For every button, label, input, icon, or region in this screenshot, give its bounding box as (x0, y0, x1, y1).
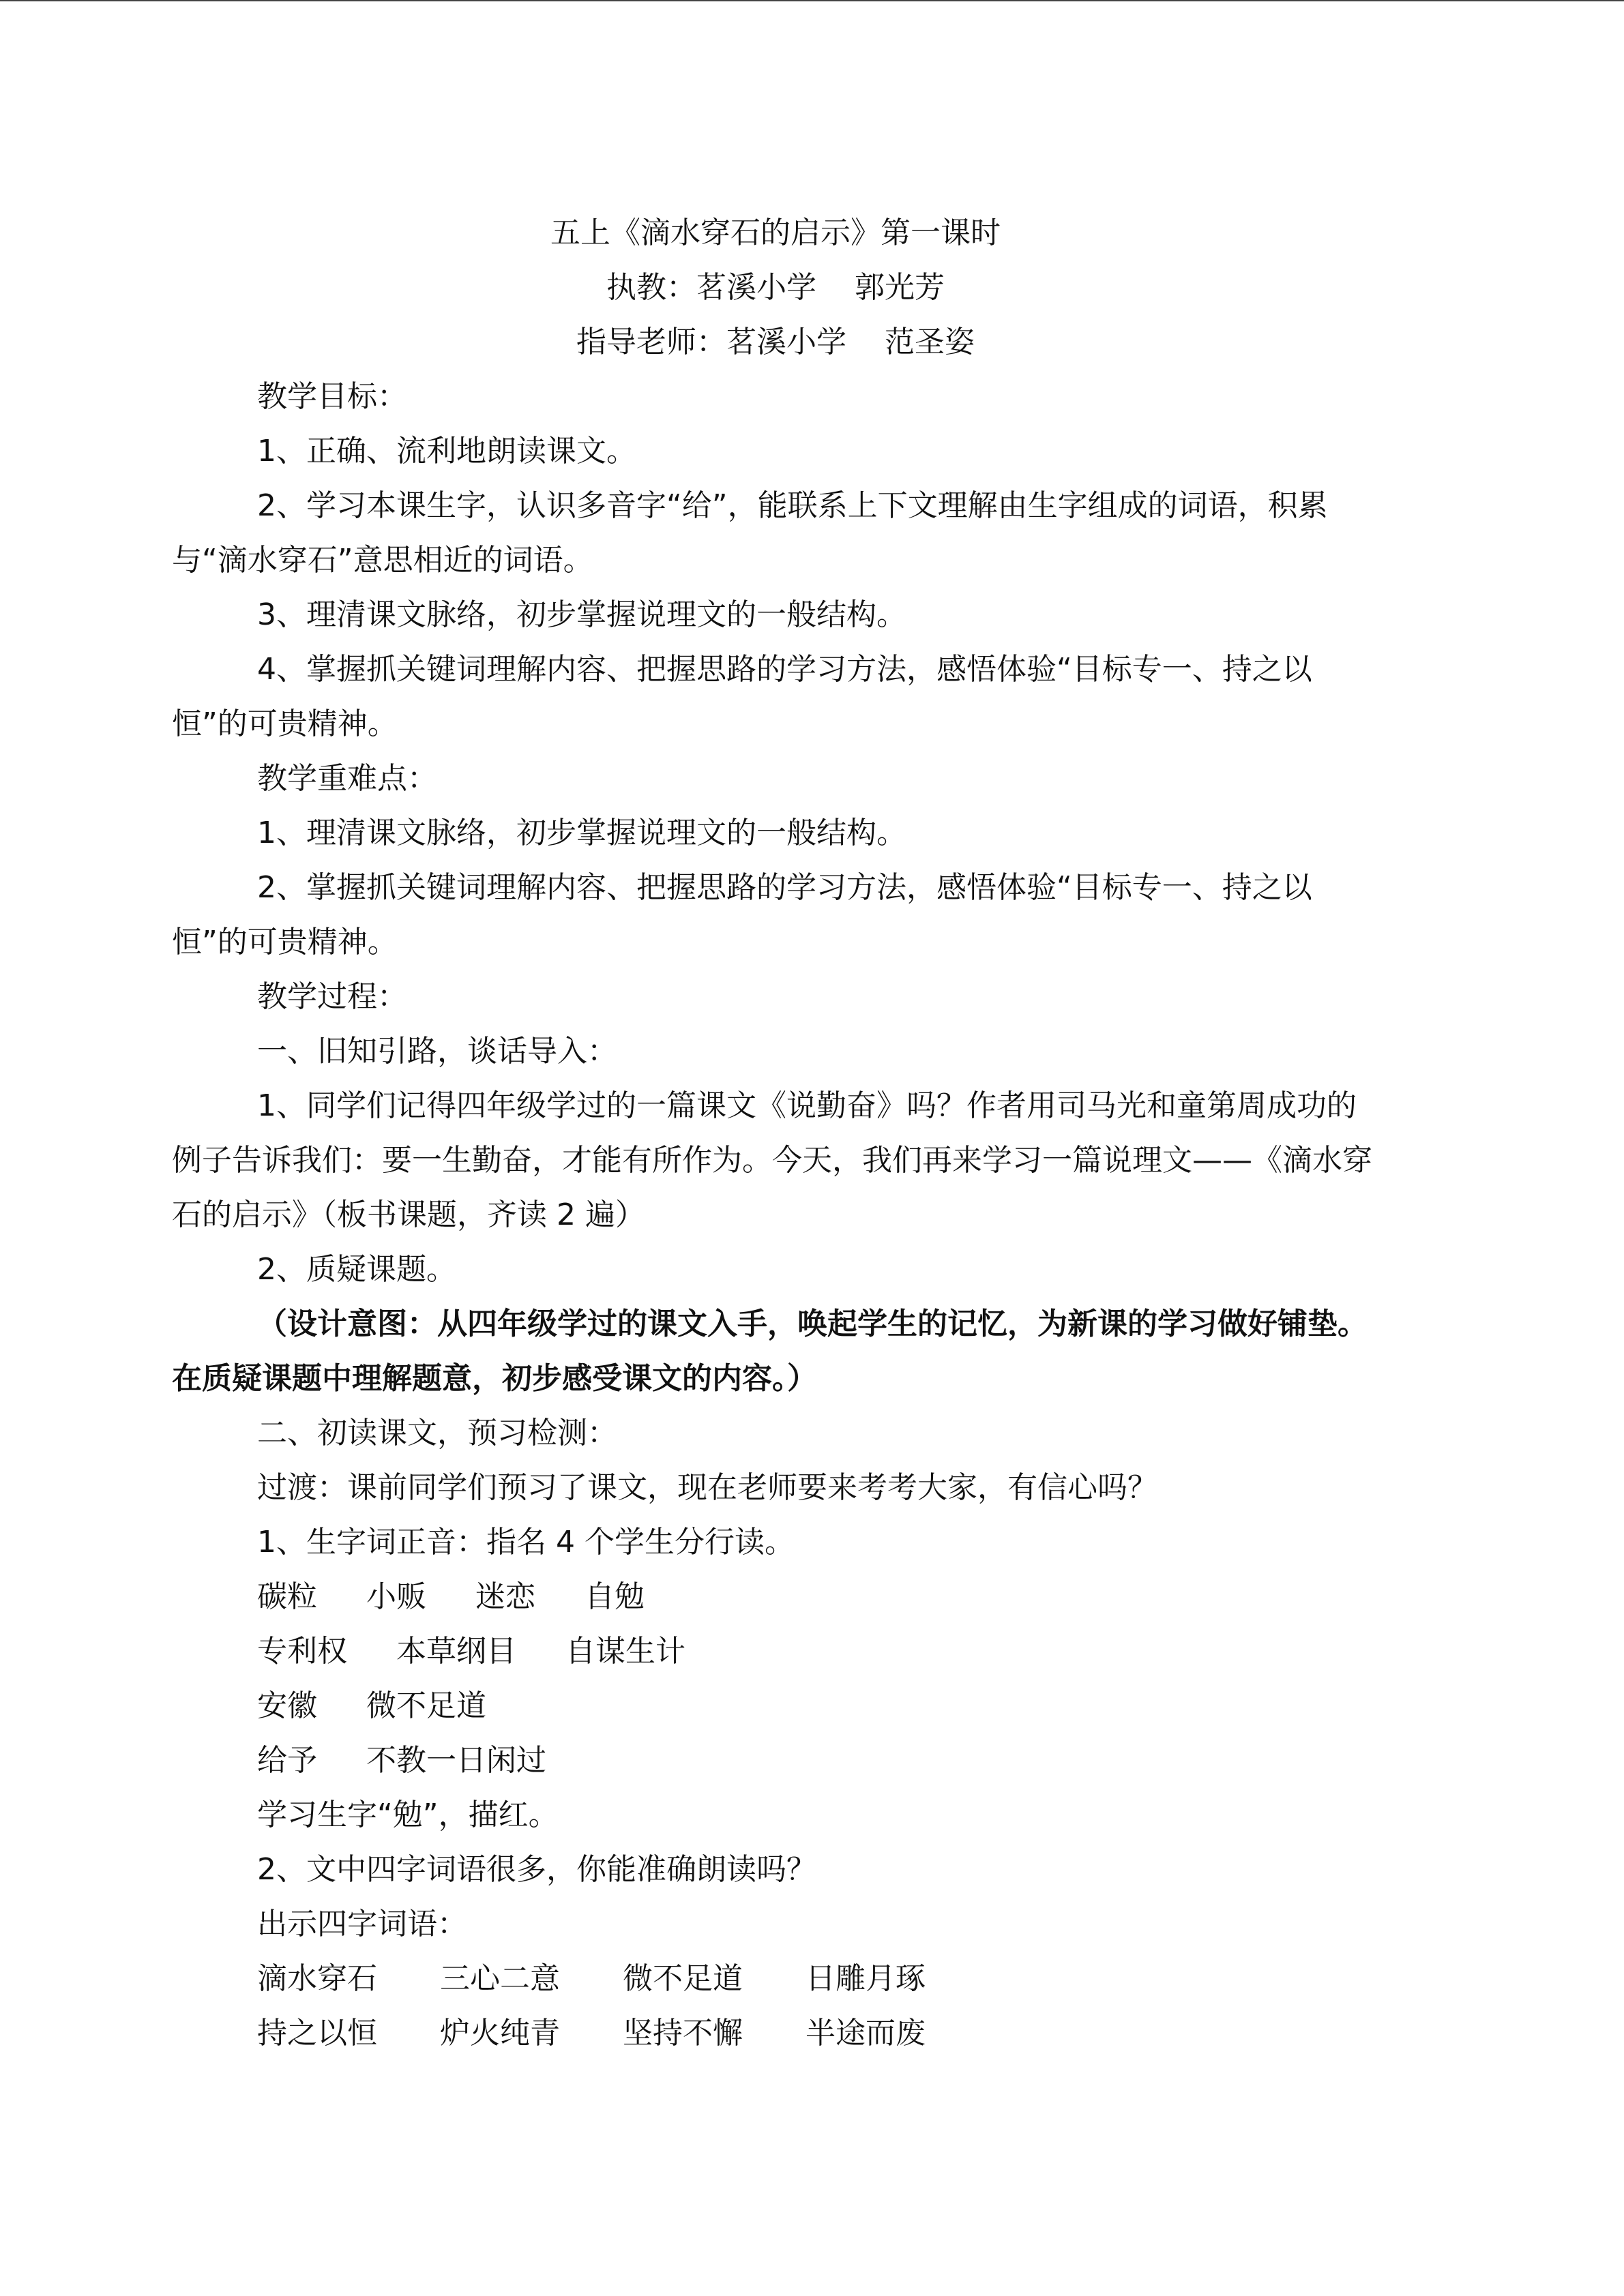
page-title: 五上《滴水穿石的启示》第一课时 (550, 215, 1001, 250)
word-row (172, 1733, 1379, 1788)
word-item: 小贩 (366, 1579, 426, 1614)
word-item: 微不足道 (366, 1688, 486, 1723)
section2-step-2: 2、文中四字词语很多，你能准确朗读吗？ (257, 1852, 816, 1887)
advisor-line: 指导老师：茗溪小学 范圣姿 (576, 325, 975, 359)
idiom-item: 三心二意 (440, 1961, 560, 1996)
word-row (172, 1624, 1379, 1679)
word-item: 本草纲目 (396, 1634, 516, 1669)
process-heading: 教学过程： (257, 979, 407, 1014)
word-row (172, 1679, 1379, 1733)
word-item: 迷恋 (475, 1579, 535, 1614)
goal-item-1: 1、正确、流利地朗读课文。 (257, 434, 636, 468)
section1-heading: 一、旧知引路，谈话导入： (257, 1034, 617, 1069)
word-item: 自谋生计 (565, 1634, 685, 1669)
section2-heading: 二、初读课文，预习检测： (257, 1416, 617, 1450)
teacher-line: 执教：茗溪小学 郭光芳 (606, 270, 945, 305)
section1-paragraph-1: 1、同学们记得四年级学过的一篇课文《说勤奋》吗？作者用司马光和童第周成功的例子告诉我们：要一生勤奋，才能有所作为。今天，我们再来学习一篇说理文——《滴水穿石的启示》（板书课题，齐读 2 遍） (172, 1088, 1372, 1232)
idiom-item: 炉火纯青 (440, 2016, 560, 2051)
word-item: 安徽 (257, 1688, 317, 1723)
idiom-item: 持之以恒 (257, 2016, 377, 2051)
idiom-item: 坚持不懈 (623, 2016, 743, 2051)
word-row (172, 1570, 1379, 1624)
word-item: 自勉 (585, 1579, 645, 1614)
design-intent-note: （设计意图：从四年级学过的课文入手，唤起学生的记忆，为新课的学习做好铺垫。在质疑课题中理解题意，初步感受课文的内容。） (172, 1307, 1368, 1396)
goal-item-2: 2、学习本课生字，认识多音字“给”，能联系上下文理解由生字组成的词语，积累与“滴水穿石”意思相近的词语。 (172, 488, 1328, 578)
key-point-2: 2、掌握抓关键词理解内容、把握思路的学习方法，感悟体验“目标专一、持之以恒”的可贵精神。 (172, 870, 1312, 959)
idiom-row (172, 1952, 1379, 2006)
document-body (172, 206, 1379, 2061)
section2-transition: 过渡：课前同学们预习了课文，现在老师要来考考大家，有信心吗？ (257, 1470, 1157, 1505)
key-point-1: 1、理清课文脉络，初步掌握说理文的一般结构。 (257, 816, 906, 850)
idioms-label: 出示四字词语： (257, 1907, 467, 1941)
word-item: 不教一日闲过 (366, 1743, 546, 1778)
idiom-item: 微不足道 (623, 1961, 743, 1996)
word-item: 给予 (257, 1743, 317, 1778)
key-points-heading: 教学重难点： (257, 761, 437, 796)
section1-paragraph-2: 2、质疑课题。 (257, 1252, 456, 1287)
word-item: 专利权 (257, 1634, 347, 1669)
goals-heading: 教学目标： (257, 379, 407, 414)
goal-item-4: 4、掌握抓关键词理解内容、把握思路的学习方法，感悟体验“目标专一、持之以恒”的可贵精神。 (172, 652, 1312, 741)
word-item: 碳粒 (257, 1579, 317, 1614)
trace-instruction: 学习生字“勉”，描红。 (257, 1798, 559, 1832)
idiom-item: 日雕月琢 (806, 1961, 926, 1996)
section2-step-1: 1、生字词正音：指名 4 个学生分行读。 (257, 1525, 795, 1560)
goal-item-3: 3、理清课文脉络，初步掌握说理文的一般结构。 (257, 597, 906, 632)
idiom-row (172, 2006, 1379, 2061)
idiom-item: 半途而废 (806, 2016, 926, 2051)
idiom-item: 滴水穿石 (257, 1961, 377, 1996)
